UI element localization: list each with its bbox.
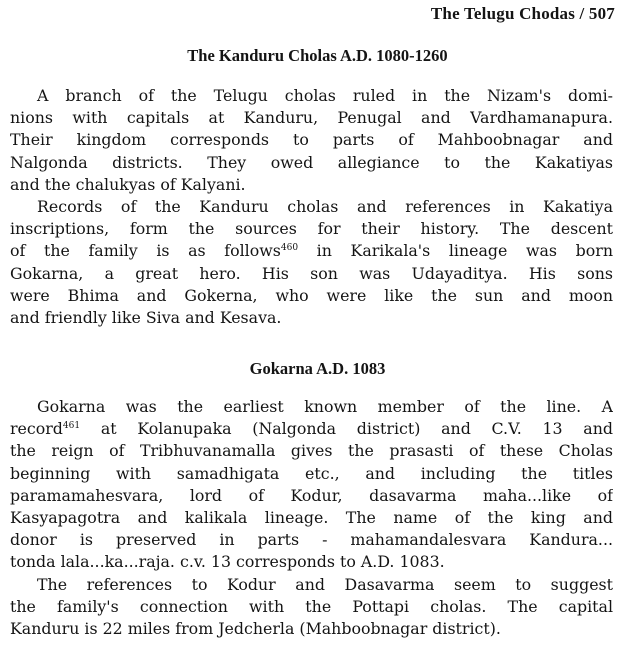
text-line: Kasyapagotra and kalikala lineage. The name of the king and	[10, 507, 613, 527]
text-line: the family's connection with the Pottapi cholas. The capital	[10, 596, 613, 616]
text-line: donor is preserved in parts - mahamandalesvara Kandura...	[10, 530, 613, 550]
section-body-gokarna	[10, 396, 613, 640]
text-line: the reign of Tribhuvanamalla gives the prasasti of these Cholas	[10, 441, 613, 461]
text-line: The references to Kodur and Dasavarma seem to suggest	[37, 574, 613, 594]
footnote-ref-460: 460	[280, 243, 299, 254]
text-line: Records of the Kanduru cholas and references in Kakatiya	[37, 196, 613, 216]
text-segment: at Kolanupaka (Nalgonda district) and C.V. 13 and	[80, 419, 613, 439]
text-line: beginning with samadhigata etc., and including the titles	[10, 463, 613, 483]
section-body-kanduru-cholas	[10, 85, 613, 329]
text-line: and friendly like Siva and Kesava.	[10, 307, 282, 327]
text-segment: in Karikala's lineage was born	[298, 241, 613, 261]
text-segment: of the family is as follows	[10, 241, 281, 261]
text-line: Gokarna, a great hero. His son was Udayaditya. His sons	[10, 263, 613, 283]
text-line-with-footnote	[10, 418, 613, 440]
text-line: Their kingdom corresponds to parts of Mahboobnagar and	[10, 130, 613, 150]
text-line: inscriptions, form the sources for their history. The descent	[10, 219, 613, 239]
text-segment: record	[10, 419, 63, 439]
text-line: tonda lala...ka...raja. c.v. 13 corresponds to A.D. 1083.	[10, 552, 445, 572]
text-line: nions with capitals at Kanduru, Penugal and Vardhamanapura.	[10, 108, 613, 128]
text-line: paramamahesvara, lord of Kodur, dasavarma maha...like of	[10, 485, 613, 505]
running-head: The Telugu Chodas / 507	[430, 4, 615, 23]
text-line: and the chalukyas of Kalyani.	[10, 174, 246, 194]
section-heading-kanduru-cholas: The Kanduru Cholas A.D. 1080-1260	[187, 46, 448, 65]
text-line: Gokarna was the earliest known member of the line. A	[37, 397, 613, 416]
text-line: Kanduru is 22 miles from Jedcherla (Mahboobnagar district).	[10, 618, 501, 638]
text-line-with-footnote	[10, 240, 613, 262]
footnote-ref-461: 461	[62, 421, 81, 432]
text-line: A branch of the Telugu cholas ruled in the Nizam's domi-	[37, 86, 613, 105]
text-line: Nalgonda districts. They owed allegiance to the Kakatiyas	[10, 152, 613, 172]
text-line: were Bhima and Gokerna, who were like the sun and moon	[10, 285, 613, 305]
section-heading-gokarna: Gokarna A.D. 1083	[249, 359, 386, 378]
